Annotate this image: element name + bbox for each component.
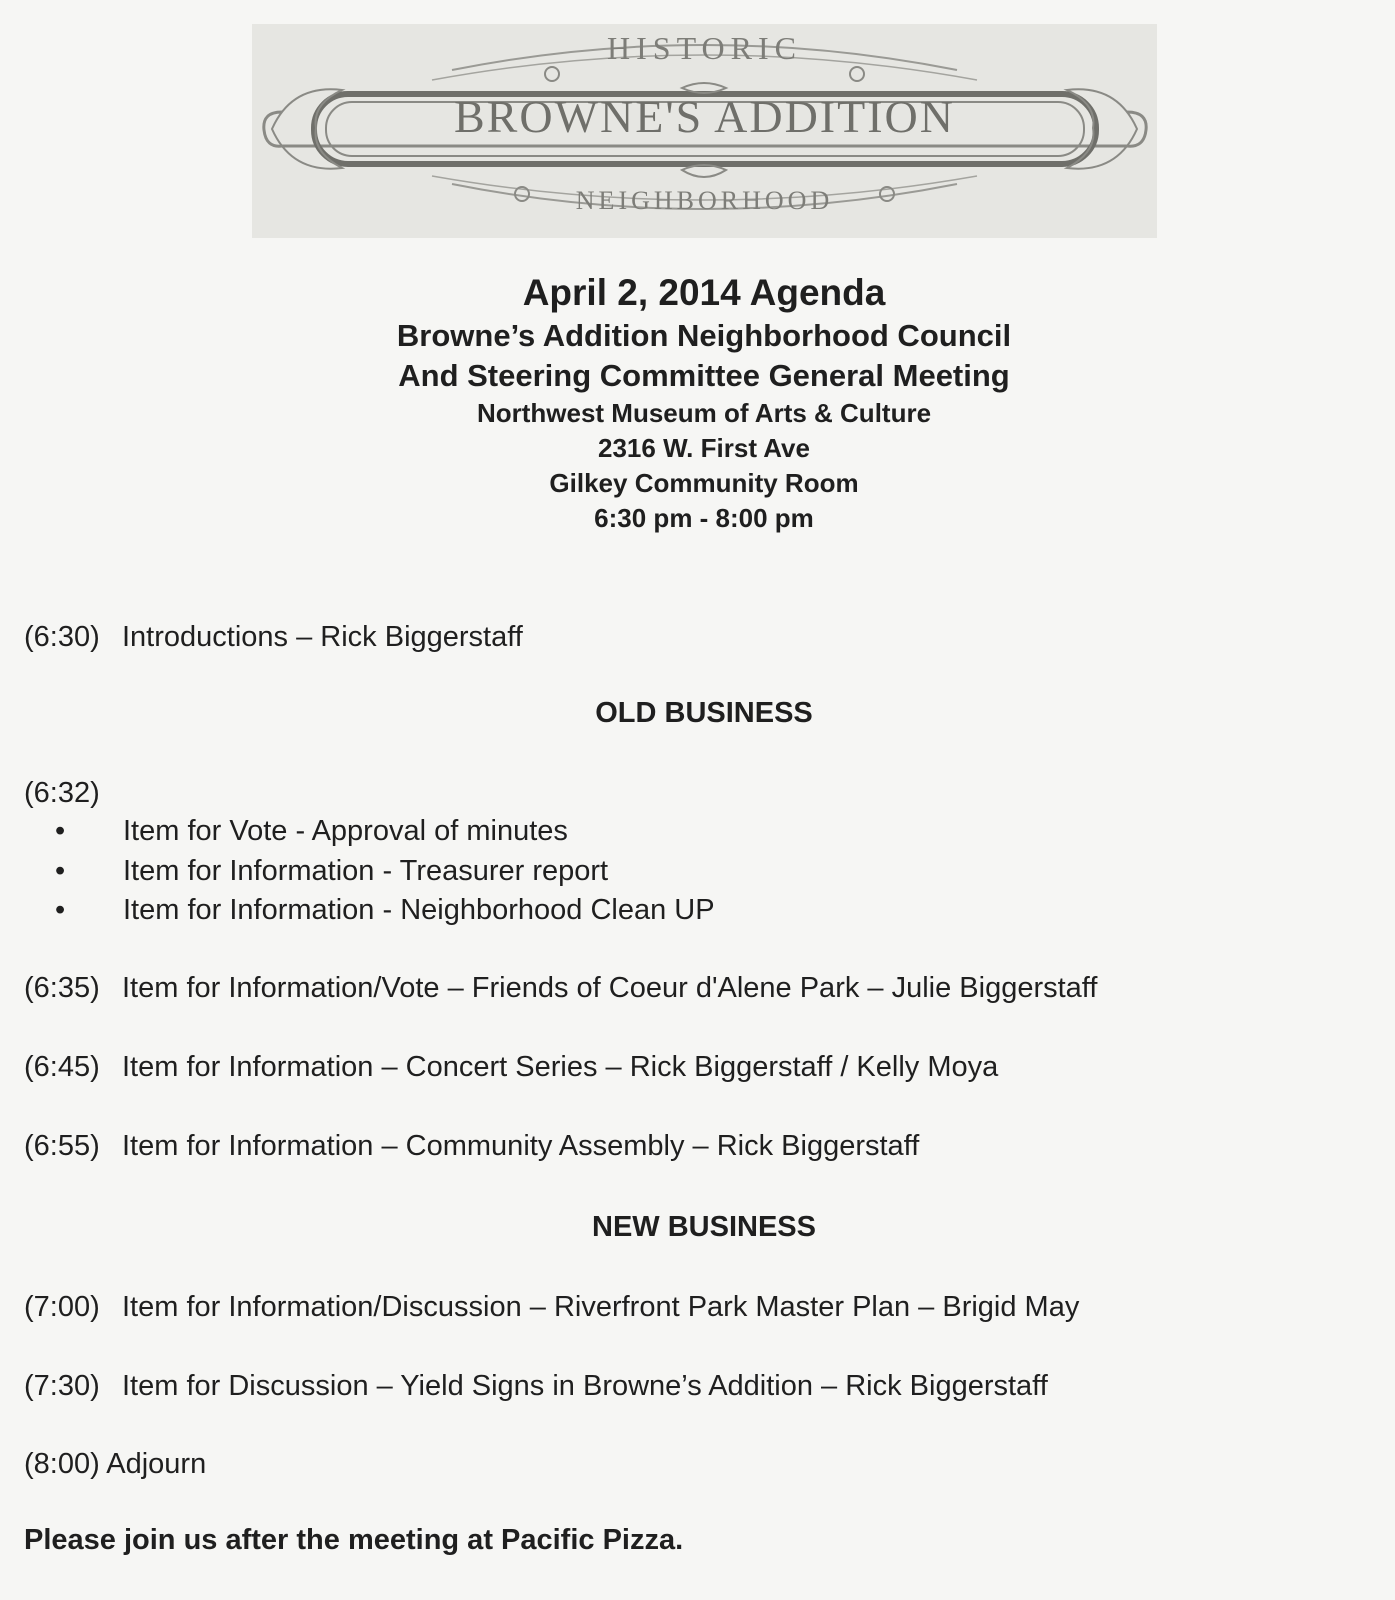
venue-room: Gilkey Community Room (549, 468, 859, 498)
old-business-bullet-list (24, 812, 715, 931)
agenda-item-yield-signs (24, 1368, 1048, 1404)
agenda-item-adjourn (24, 1446, 206, 1482)
list-item (24, 852, 715, 892)
item-text: Item for Information – Concert Series – Rick Biggerstaff / Kelly Moya (122, 1051, 999, 1083)
list-item (24, 891, 715, 931)
logo-top-text: HISTORIC (607, 30, 802, 66)
item-text: Item for Information/Discussion – Riverfront Park Master Plan – Brigid May (122, 1291, 1080, 1323)
historic-brownes-addition-logo (252, 24, 1157, 238)
item-time: (7:30) (24, 1370, 100, 1402)
agenda-header (0, 270, 1395, 536)
item-text: Item for Information - Neighborhood Clean UP (123, 894, 715, 926)
item-text: Item for Information - Treasurer report (123, 854, 609, 887)
new-business-heading: NEW BUSINESS (592, 1211, 816, 1243)
meeting-name: And Steering Committee General Meeting (398, 358, 1010, 393)
item-time: (6:45) (24, 1051, 100, 1083)
bullet-glyph: • (55, 815, 66, 847)
item-time: (6:30) (24, 621, 100, 653)
venue-address: 2316 W. First Ave (598, 433, 810, 463)
item-text: Item for Discussion – Yield Signs in Browne’s Addition – Rick Biggerstaff (122, 1370, 1048, 1402)
agenda-item-introductions (24, 619, 523, 655)
old-business-heading: OLD BUSINESS (595, 697, 813, 729)
item-time: (8:00) (24, 1448, 100, 1480)
item-text: Adjourn (106, 1448, 207, 1480)
list-item (24, 812, 715, 852)
agenda-item-riverfront-park (24, 1289, 1079, 1325)
logo-main-text: BROWNE'S ADDITION (454, 91, 955, 142)
item-time: (6:35) (24, 972, 100, 1004)
bullet-glyph: • (55, 854, 66, 887)
agenda-item-community-assembly (24, 1128, 919, 1164)
item-text: Item for Information/Vote – Friends of Coeur d'Alene Park – Julie Biggerstaff (122, 972, 1098, 1004)
venue-name: Northwest Museum of Arts & Culture (476, 398, 932, 428)
agenda-item-coeur-dalene-park (24, 970, 1097, 1006)
closing-note: Please join us after the meeting at Pacific Pizza. (24, 1524, 684, 1556)
item-time: (7:00) (24, 1291, 100, 1323)
item-time: (6:55) (24, 1130, 100, 1162)
bullet-glyph: • (55, 894, 66, 926)
item-text: Item for Vote - Approval of minutes (123, 815, 568, 847)
agenda-item-concert-series (24, 1049, 998, 1085)
meeting-time: 6:30 pm - 8:00 pm (594, 503, 814, 533)
item-text: Introductions – Rick Biggerstaff (122, 621, 523, 653)
council-name: Browne’s Addition Neighborhood Council (396, 318, 1012, 353)
logo-bottom-text: NEIGHBORHOOD (575, 186, 834, 215)
item-time: (6:32) (24, 777, 100, 809)
old-business-block-time (24, 775, 100, 811)
item-text: Item for Information – Community Assembly – Rick Biggerstaff (122, 1130, 920, 1162)
agenda-title: April 2, 2014 Agenda (522, 272, 886, 313)
